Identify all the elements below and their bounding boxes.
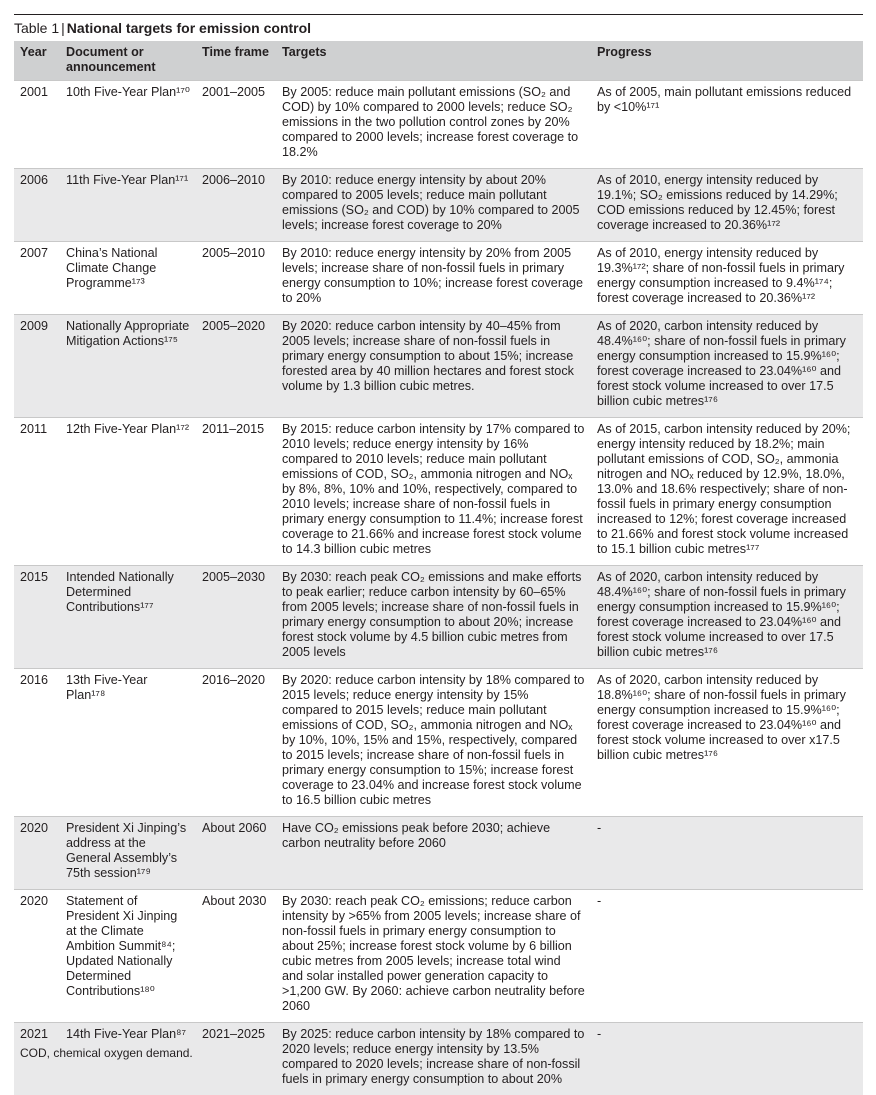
cell-targets: By 2010: reduce energy intensity by about 20% compared to 2005 levels; reduce main pollutant emissions (SO₂ and COD) by 10% compared to 2005 levels; increase forest coverage to 20% (276, 169, 591, 242)
table-title: National targets for emission control (67, 20, 311, 36)
cell-time-frame: 2005–2010 (196, 242, 276, 315)
header-document: Document or announcement (60, 41, 196, 81)
cell-time-frame: About 2060 (196, 817, 276, 890)
cell-progress: As of 2020, carbon intensity reduced by 18.8%¹⁶⁰; share of non-fossil fuels in primary energy consumption increased to 15.9%¹⁶⁰; forest coverage increased to 23.04%¹⁶⁰ and forest stock volume increased to over x17.5 billion cubic metres¹⁷⁶ (591, 669, 863, 817)
cell-progress: As of 2020, carbon intensity reduced by 48.4%¹⁶⁰; share of non-fossil fuels in primary energy consumption increased to 15.9%¹⁶⁰; forest coverage increased to 23.04%¹⁶⁰ and forest stock volume increased to over 17.5 billion cubic metres¹⁷⁶ (591, 566, 863, 669)
cell-targets: By 2020: reduce carbon intensity by 18% compared to 2015 levels; reduce energy intensity by 15% compared to 2015 levels; reduce main pollutant emissions of COD, SO₂, ammonia nitrogen and NOₓ by 10%, 10%, 15% and 15%, respectively, compared to 2015 levels; increase share of non-fossil fuels in primary energy consumption to 15%; increase forest coverage to 23.04% and increase forest stock volume to 16.5 billion cubic metres (276, 669, 591, 817)
cell-targets: By 2025: reduce carbon intensity by 18% compared to 2020 levels; reduce energy intensity by 13.5% compared to 2020 levels; increase share of non-fossil fuels in primary energy consumption to about 20% (276, 1023, 591, 1095)
header-time-frame: Time frame (196, 41, 276, 81)
cell-document: 10th Five-Year Plan¹⁷⁰ (60, 81, 196, 169)
cell-year: 2009 (14, 315, 60, 418)
cell-time-frame: 2021–2025 (196, 1023, 276, 1095)
cell-progress: - (591, 890, 863, 1023)
cell-targets: By 2030: reach peak CO₂ emissions; reduce carbon intensity by >65% from 2005 levels; increase share of non-fossil fuels in primary energy consumption to about 25%; increase forest stock volume by 6 billion cubic metres from 2005 levels; increase total wind and solar installed power generation capacity to >1,200 GW. By 2060: achieve carbon neutrality before 2060 (276, 890, 591, 1023)
cell-document: Nationally Appropriate Mitigation Actions¹⁷⁵ (60, 315, 196, 418)
caption-separator: | (61, 20, 65, 36)
cell-targets: By 2005: reduce main pollutant emissions (SO₂ and COD) by 10% compared to 2000 levels; reduce SO₂ emissions in the two pollution control zones by 20% compared to 2000 levels; increase forest coverage to 18.2% (276, 81, 591, 169)
cell-targets: By 2015: reduce carbon intensity by 17% compared to 2010 levels; reduce energy intensity by 16% compared to 2010 levels; reduce main pollutant emissions of COD, SO₂, ammonia nitrogen and NOₓ by 8%, 8%, 10% and 10%, respectively, compared to 2010 levels; increase share of non-fossil fuels in primary energy consumption to 11.4%; increase forest coverage to 21.66% and increase forest stock volume to 14.3 billion cubic metres (276, 418, 591, 566)
table-row (14, 169, 863, 242)
table-row (14, 566, 863, 669)
cell-progress: As of 2015, carbon intensity reduced by 20%; energy intensity reduced by 18.2%; main pollutant emissions of COD, SO₂, ammonia nitrogen and NOₓ reduced by 12.9%, 18.0%, 13.0% and 18.6% respectively; share of non-fossil fuels in primary energy consumption increased to 12%; forest coverage increased to 21.66% and forest stock volume increased to 15.1 billion cubic metres¹⁷⁷ (591, 418, 863, 566)
cell-progress: - (591, 1023, 863, 1095)
cell-year: 2021 (14, 1023, 60, 1095)
cell-document: 12th Five-Year Plan¹⁷² (60, 418, 196, 566)
cell-year: 2011 (14, 418, 60, 566)
table-label: Table 1 (14, 20, 59, 36)
cell-document: President Xi Jinping’s address at the General Assembly’s 75th session¹⁷⁹ (60, 817, 196, 890)
cell-time-frame: 2001–2005 (196, 81, 276, 169)
cell-document: China’s National Climate Change Programme¹⁷³ (60, 242, 196, 315)
cell-targets: By 2030: reach peak CO₂ emissions and make efforts to peak earlier; reduce carbon intensity by 60–65% from 2005 levels; increase share of non-fossil fuels in primary energy consumption to about 20%; increase forest stock volume by 4.5 billion cubic metres from 2005 levels (276, 566, 591, 669)
cell-year: 2015 (14, 566, 60, 669)
cell-time-frame: 2011–2015 (196, 418, 276, 566)
cell-document: 14th Five-Year Plan⁸⁷ (60, 1023, 196, 1095)
cell-time-frame: 2006–2010 (196, 169, 276, 242)
cell-progress: As of 2005, main pollutant emissions reduced by <10%¹⁷¹ (591, 81, 863, 169)
cell-time-frame: 2016–2020 (196, 669, 276, 817)
header-year: Year (14, 41, 60, 81)
table-row (14, 242, 863, 315)
cell-year: 2016 (14, 669, 60, 817)
table-row (14, 890, 863, 1023)
table-footnote: COD, chemical oxygen demand. (20, 1046, 193, 1060)
cell-progress: - (591, 817, 863, 890)
cell-progress: As of 2010, energy intensity reduced by 19.3%¹⁷²; share of non-fossil fuels in primary energy consumption increased to 9.4%¹⁷⁴; forest coverage increased to 20.36%¹⁷² (591, 242, 863, 315)
cell-year: 2007 (14, 242, 60, 315)
cell-year: 2020 (14, 817, 60, 890)
cell-progress: As of 2020, carbon intensity reduced by 48.4%¹⁶⁰; share of non-fossil fuels in primary energy consumption increased to 15.9%¹⁶⁰; forest coverage increased to 23.04%¹⁶⁰ and forest stock volume increased to over 17.5 billion cubic metres¹⁷⁶ (591, 315, 863, 418)
cell-year: 2001 (14, 81, 60, 169)
cell-time-frame: 2005–2020 (196, 315, 276, 418)
cell-document: Statement of President Xi Jinping at the Climate Ambition Summit⁸⁴; Updated Nationally Determined Contributions¹⁸⁰ (60, 890, 196, 1023)
cell-time-frame: About 2030 (196, 890, 276, 1023)
cell-document: 13th Five-Year Plan¹⁷⁸ (60, 669, 196, 817)
table-row (14, 315, 863, 418)
cell-targets: By 2010: reduce energy intensity by 20% from 2005 levels; increase share of non-fossil fuels in primary energy consumption to 10%; increase forest coverage to 20% (276, 242, 591, 315)
cell-year: 2006 (14, 169, 60, 242)
cell-year: 2020 (14, 890, 60, 1023)
cell-time-frame: 2005–2030 (196, 566, 276, 669)
table-row (14, 669, 863, 817)
table-row (14, 418, 863, 566)
table-caption (14, 14, 863, 38)
header-targets: Targets (276, 41, 591, 81)
header-progress: Progress (591, 41, 863, 81)
table-row (14, 817, 863, 890)
emission-targets-table (14, 41, 863, 1095)
cell-document: Intended Nationally Determined Contributions¹⁷⁷ (60, 566, 196, 669)
table-header-row (14, 41, 863, 81)
cell-targets: Have CO₂ emissions peak before 2030; achieve carbon neutrality before 2060 (276, 817, 591, 890)
cell-document: 11th Five-Year Plan¹⁷¹ (60, 169, 196, 242)
table-row (14, 81, 863, 169)
cell-progress: As of 2010, energy intensity reduced by 19.1%; SO₂ emissions reduced by 14.29%; COD emissions reduced by 12.45%; forest coverage increased to 20.36%¹⁷² (591, 169, 863, 242)
cell-targets: By 2020: reduce carbon intensity by 40–45% from 2005 levels; increase share of non-fossil fuels in primary energy consumption to about 15%; increase forested area by 40 million hectares and forest stock volume by 1.3 billion cubic metres. (276, 315, 591, 418)
